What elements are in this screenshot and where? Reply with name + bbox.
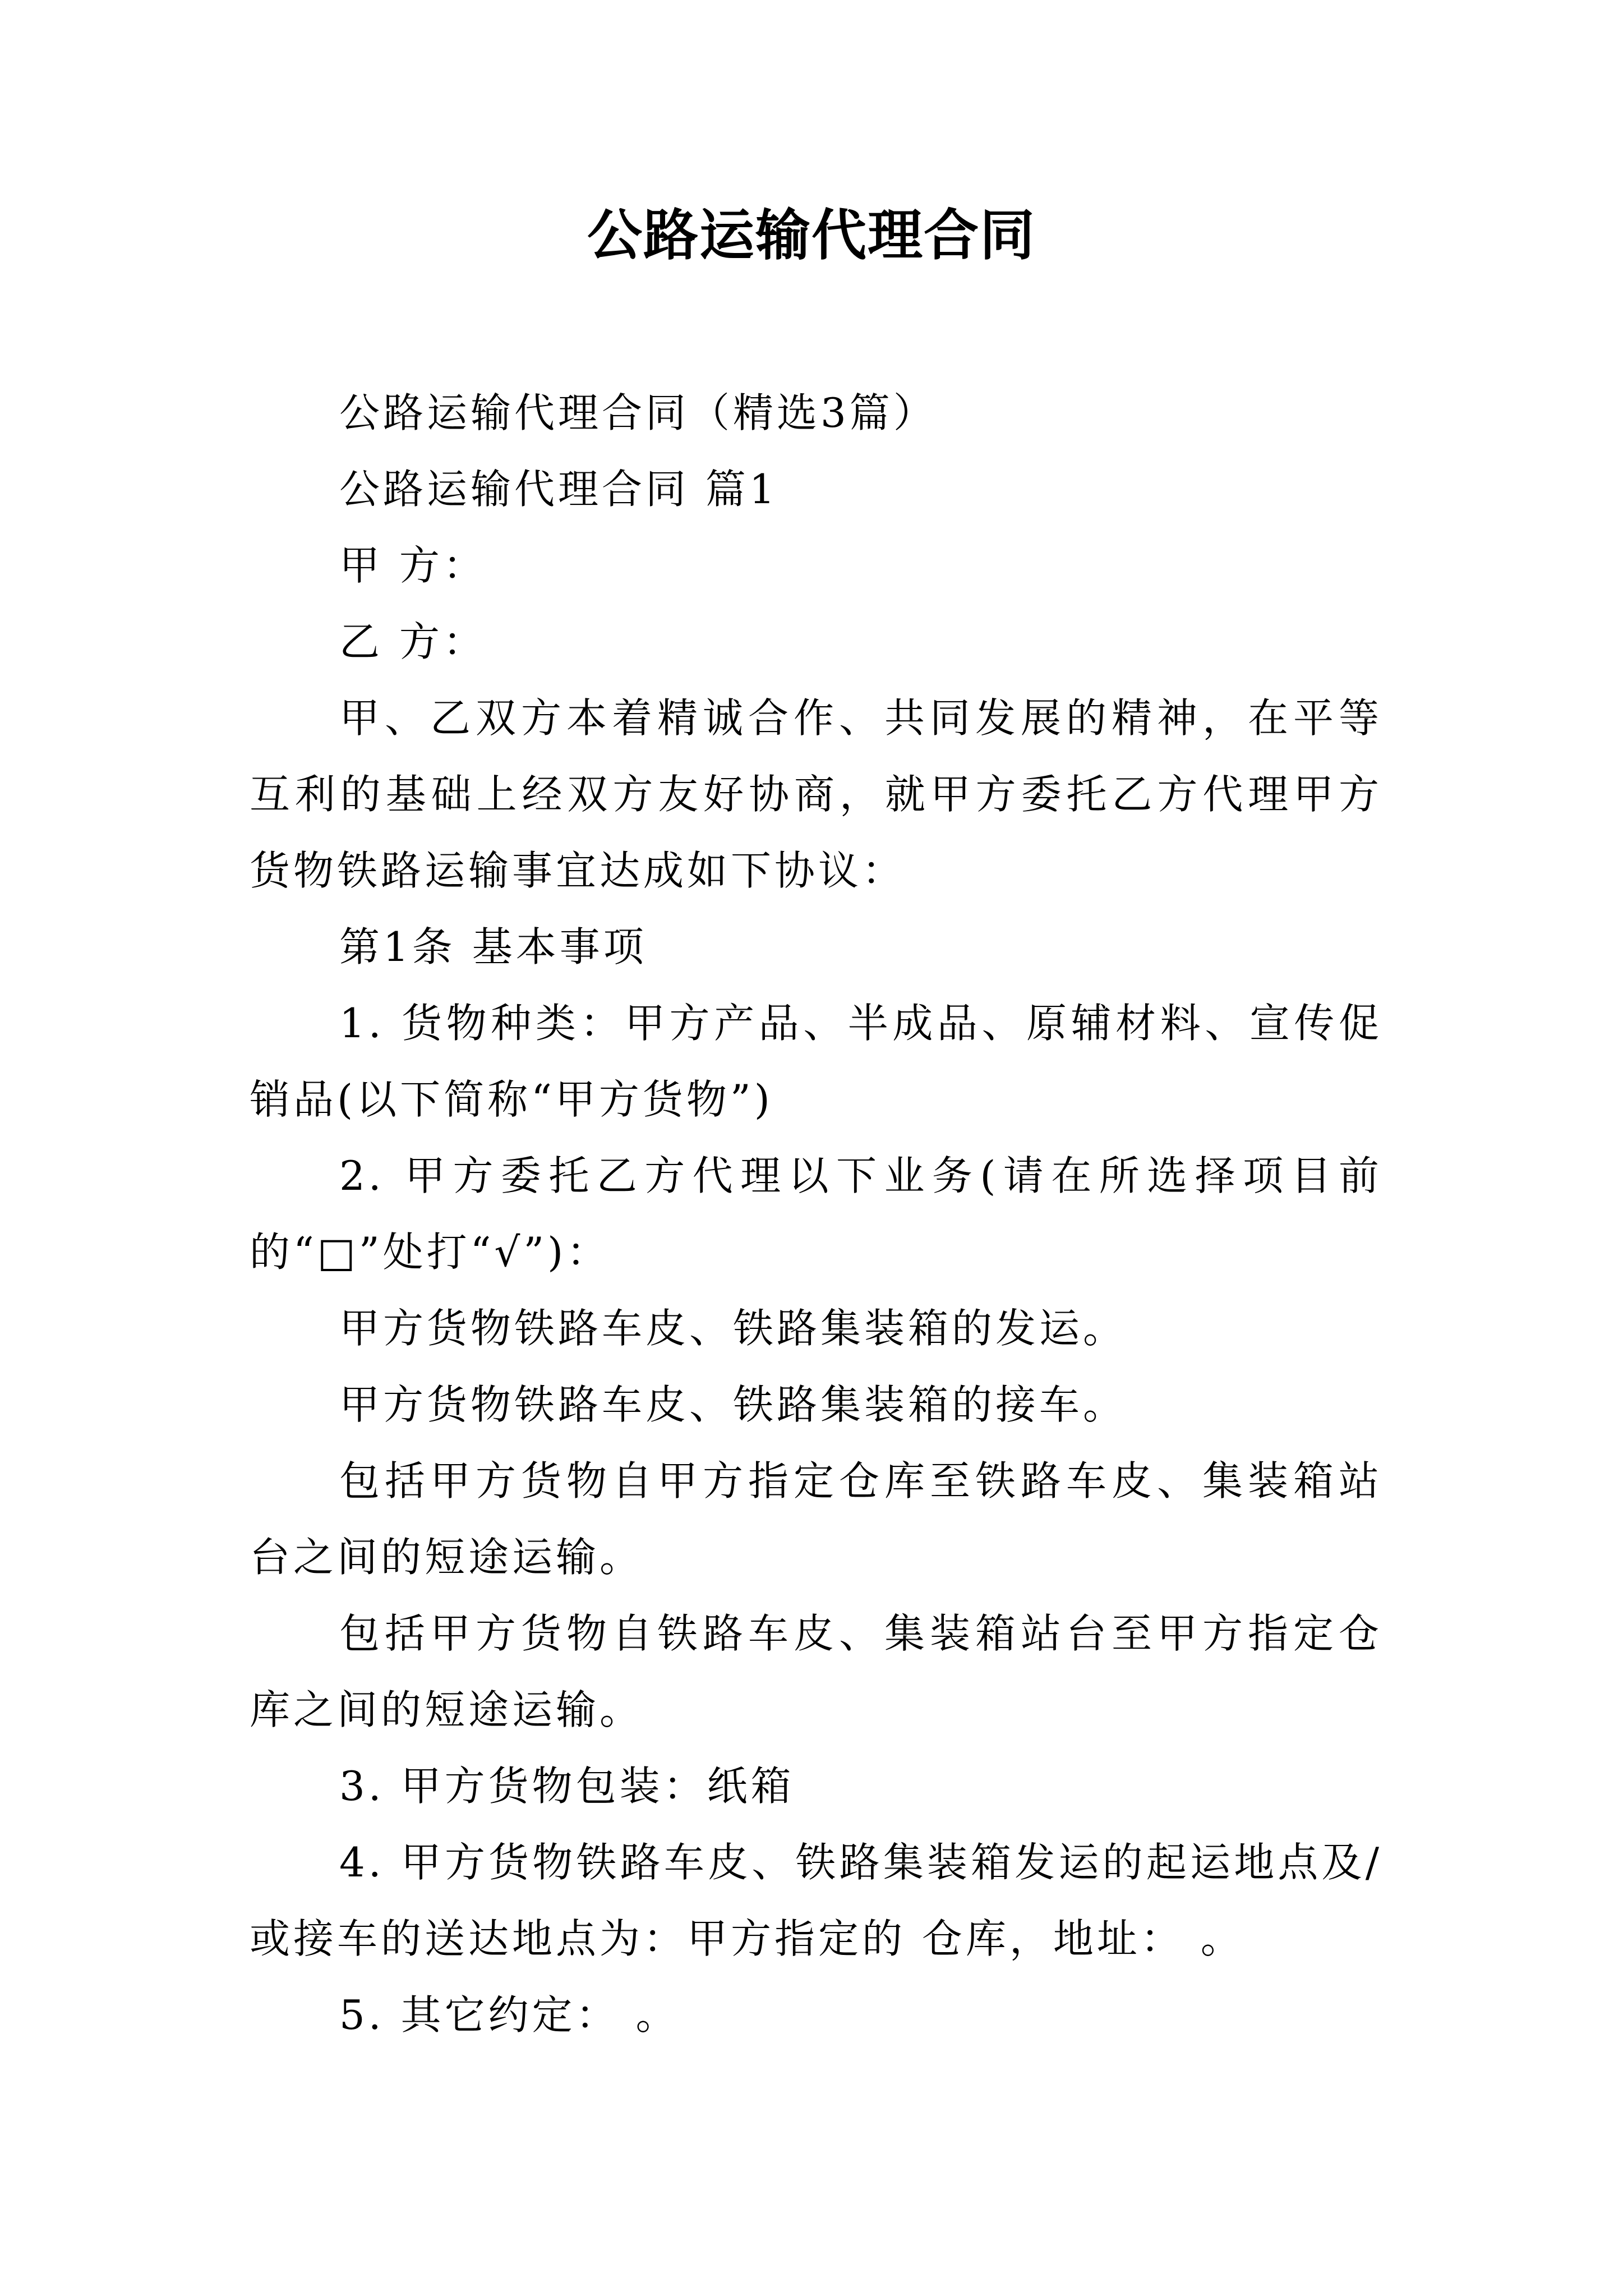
paragraph-item-5: 5. 其它约定： 。 [339,1991,680,2039]
paragraph-option-short-haul-out: 包括甲方货物自甲方指定仓库至铁路车皮、集装箱站台之间的短途运输。 [250,1457,1382,1581]
paragraph-item-3: 3. 甲方货物包装：纸箱 [339,1763,795,1810]
paragraph-part-heading: 公路运输代理合同 篇1 [339,466,778,513]
document-body [250,375,1382,2053]
paragraph-party-a: 甲 方： [339,542,487,589]
paragraph-article-1-heading: 第1条 基本事项 [339,923,647,970]
paragraph-option-dispatch: 甲方货物铁路车皮、铁路集装箱的发运。 [339,1305,1127,1352]
paragraph-item-2: 2. 甲方委托乙方代理以下业务(请在所选择项目前的“□”处打“√”)： [250,1152,1382,1276]
document-title: 公路运输代理合同 [587,204,1036,268]
paragraph-item-1: 1. 货物种类：甲方产品、半成品、原辅材料、宣传促销品(以下简称“甲方货物”) [250,1000,1382,1123]
paragraph-item-4: 4. 甲方货物铁路车皮、铁路集装箱发运的起运地点及/或接车的送达地点为：甲方指定的 仓库，地址： 。 [250,1839,1382,1962]
paragraph-option-short-haul-in: 包括甲方货物自铁路车皮、集装箱站台至甲方指定仓库之间的短途运输。 [250,1610,1382,1733]
paragraph-party-b: 乙 方： [339,618,487,665]
paragraph-subtitle: 公路运输代理合同（精选3篇） [339,389,937,436]
paragraph-option-receive: 甲方货物铁路车皮、铁路集装箱的接车。 [339,1381,1127,1428]
paragraph-preamble: 甲、乙双方本着精诚合作、共同发展的精神，在平等互利的基础上经双方友好协商，就甲方委托乙方代理甲方货物铁路运输事宜达成如下协议： [250,694,1382,894]
